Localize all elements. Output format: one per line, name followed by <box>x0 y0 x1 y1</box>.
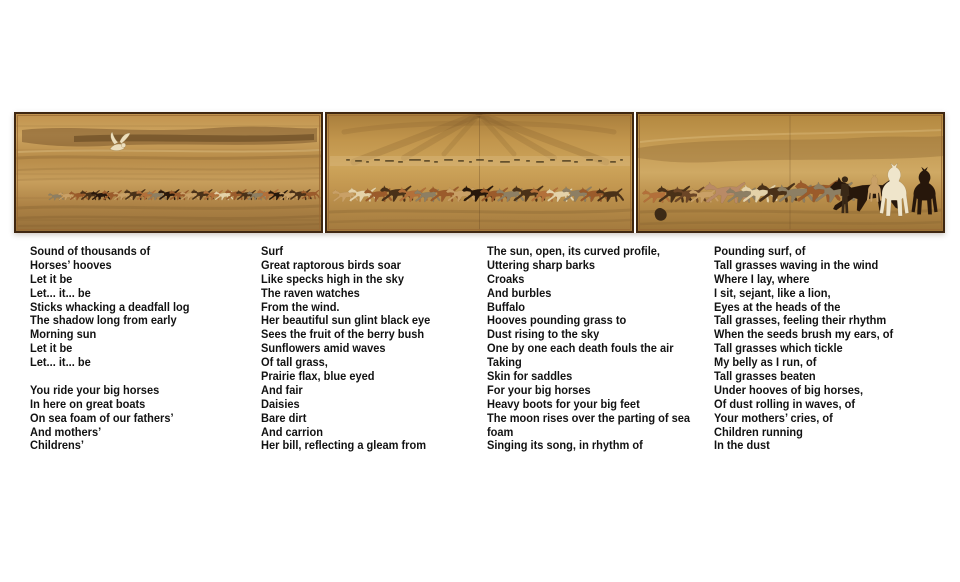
poem-line: Daisies <box>261 396 300 411</box>
poem-column-3 <box>487 245 717 453</box>
poem-line: And carrion <box>261 424 323 439</box>
poem-line: Like specks high in the sky <box>261 271 404 286</box>
poem-line: Surf <box>261 244 284 258</box>
poem-line: I sit, sejant, like a lion, <box>714 285 831 300</box>
poem-line: Your mothers’ cries, of <box>714 410 833 425</box>
poem-line: In here on great boats <box>30 396 146 411</box>
poem-line: Singing its song, in rhythm of <box>487 438 643 453</box>
poem-line: Tall grasses which tickle <box>714 341 843 356</box>
poem-line: Tall grasses beaten <box>714 369 816 384</box>
poem-line: Under hooves of big horses, <box>714 382 864 397</box>
poem-line: One by one each death fouls the air <box>487 341 674 356</box>
poem-line: The sun, open, its curved profile, <box>487 244 660 258</box>
poem-line: Sees the fruit of the berry bush <box>261 327 425 342</box>
poem-line: Sunflowers amid waves <box>261 341 386 356</box>
poem-line: Dust rising to the sky <box>487 327 600 342</box>
poem-line: Let... it... be <box>30 355 91 370</box>
poem-line: For your big horses <box>487 382 591 397</box>
poem-line: Her bill, reflecting a gleam from <box>261 438 427 453</box>
poem-line: Pounding surf, of <box>714 244 806 258</box>
poem-line: Tall grasses, feeling their rhythm <box>714 313 887 328</box>
poem-line <box>30 370 260 384</box>
poem-line: Let it be <box>30 271 73 286</box>
poem-line: Bare dirt <box>261 410 307 425</box>
poem-line: On sea foam of our fathers’ <box>30 410 174 425</box>
poem-line: And mothers’ <box>30 424 102 439</box>
poem-line: You ride your big horses <box>30 382 160 397</box>
poem-line: Sticks whacking a deadfall log <box>30 299 190 314</box>
poem-line: The shadow long from early <box>30 313 177 328</box>
poem-line: Of dust rolling in waves, of <box>714 396 856 411</box>
poem-line: Childrens’ <box>30 438 84 453</box>
poem-line: In the dust <box>714 438 770 453</box>
poem-line: Let... it... be <box>30 285 91 300</box>
poem-column-1 <box>30 245 260 453</box>
poem-column-2 <box>261 245 491 453</box>
poem-line: My belly as I run, of <box>714 355 817 370</box>
poem-line: Skin for saddles <box>487 369 573 384</box>
poem-line: The moon rises over the parting of sea <box>487 410 691 425</box>
poem-line: When the seeds brush my ears, of <box>714 327 894 342</box>
poem-line: Of tall grass, <box>261 355 328 370</box>
poem-line: From the wind. <box>261 299 340 314</box>
poem-line: Heavy boots for your big feet <box>487 396 640 411</box>
poem-line: Her beautiful sun glint black eye <box>261 313 431 328</box>
poem-line: Taking <box>487 355 522 370</box>
poem-line: Let it be <box>30 341 73 356</box>
poem-line: And fair <box>261 382 303 397</box>
poem-line: Eyes at the heads of the <box>714 299 841 314</box>
poem-column-4 <box>714 245 944 453</box>
poem-line: The raven watches <box>261 285 360 300</box>
poem-line: Where I lay, where <box>714 271 810 286</box>
poem-line: Sound of thousands of <box>30 244 151 258</box>
poem-line: Croaks <box>487 271 525 286</box>
poem-line: And burbles <box>487 285 552 300</box>
poem-line: foam <box>487 424 514 439</box>
poem-line: Buffalo <box>487 299 526 314</box>
poem-line: Great raptorous birds soar <box>261 257 401 272</box>
poem-line: Prairie flax, blue eyed <box>261 369 375 384</box>
poem-line: Uttering sharp barks <box>487 257 595 272</box>
poem-line: Children running <box>714 424 803 439</box>
poem-line: Tall grasses waving in the wind <box>714 257 879 272</box>
poem-line: Horses’ hooves <box>30 257 112 272</box>
poem-line: Hooves pounding grass to <box>487 313 627 328</box>
poem-line: Morning sun <box>30 327 97 342</box>
